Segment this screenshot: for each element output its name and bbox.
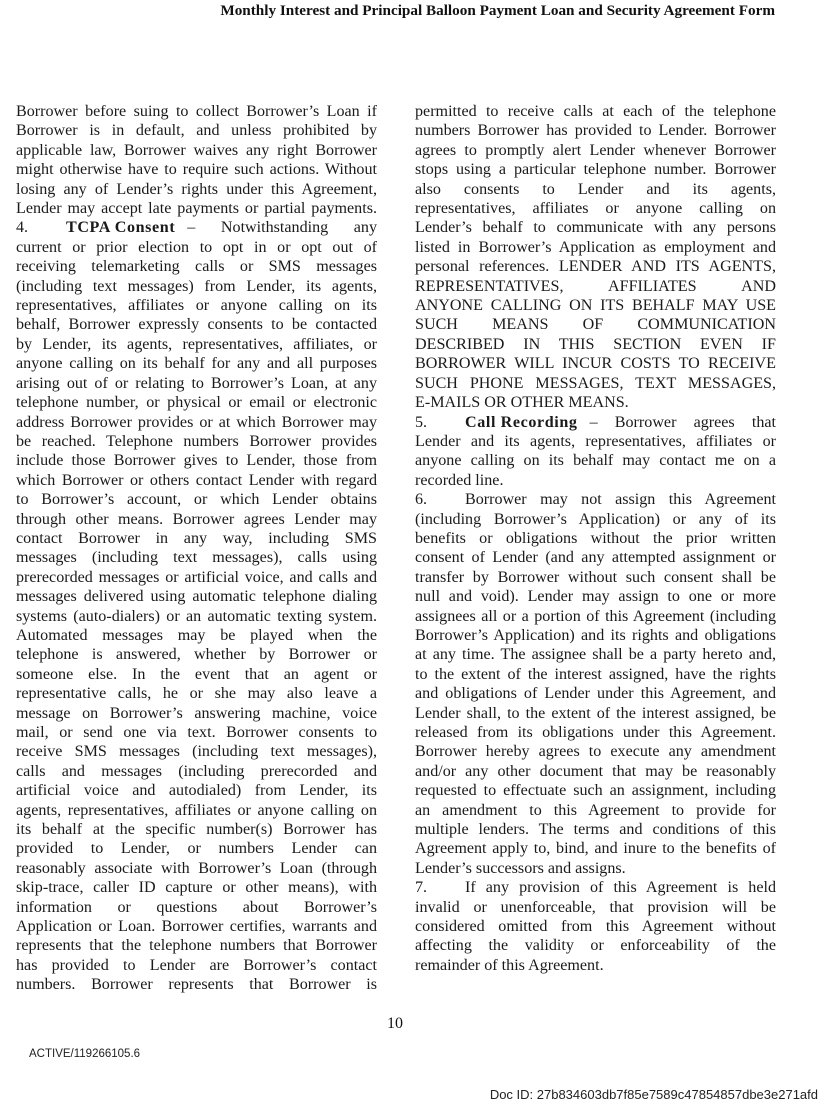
- text-line: by Lender, its agents, representatives, affiliates, or: [16, 335, 377, 353]
- text-line: agents, representatives, affiliates or anyone calling on: [16, 801, 377, 819]
- section-number: 6.: [415, 491, 428, 509]
- text-line: (including text messages) from Lender, its agents,: [16, 277, 377, 295]
- section-number: 4.: [16, 219, 29, 237]
- text-line: applicable law, Borrower waives any right Borrower: [16, 141, 377, 159]
- text-line: and obligations of Lender under this Agreement, and: [415, 685, 776, 703]
- text-line: consent of Lender (and any attempted assignment or: [415, 549, 776, 567]
- text-line: Borrower before suing to collect Borrower’s Loan if: [16, 103, 377, 120]
- text-line: also consents to Lender and its agents,: [415, 180, 776, 198]
- text-line: through other means. Borrower agrees Lender may: [16, 510, 377, 528]
- text-line: has provided to Lender are Borrower’s contact: [16, 956, 377, 974]
- text-line: SUCH PHONE MESSAGES, TEXT MESSAGES,: [415, 374, 776, 392]
- text-line: information or questions about Borrower’s: [16, 898, 377, 916]
- right-text-column: [415, 102, 776, 975]
- text-line: telephone is answered, whether by Borrower or: [16, 646, 377, 664]
- text-line: remainder of this Agreement.: [415, 956, 604, 974]
- text-line: requested to effectuate such an assignment, including: [415, 782, 776, 800]
- text-line: representative calls, he or she may also leave a: [16, 685, 377, 703]
- text-line: considered omitted from this Agreement without: [415, 918, 776, 936]
- text-line: Lender may accept late payments or partial payments.: [16, 200, 377, 218]
- text-line: messages delivered using automatic telephone dialing: [16, 588, 377, 606]
- text-line: DESCRIBED IN THIS SECTION EVEN IF: [415, 335, 776, 353]
- text-line: mail, or send one via text. Borrower consents to: [16, 724, 377, 741]
- text-line: representatives, affiliates or anyone calling on its: [16, 297, 377, 315]
- text-line: Borrower’s Application) and its rights and obligations: [415, 626, 776, 644]
- text-line: SUCH MEANS OF COMMUNICATION: [415, 316, 776, 334]
- page-number: 10: [387, 1015, 403, 1032]
- text-line: message on Borrower’s answering machine, voice: [16, 704, 377, 722]
- text-line: Borrower may not assign this Agreement: [465, 491, 776, 509]
- text-line: contact Borrower in any way, including SMS: [16, 529, 377, 547]
- text-line: E-MAILS OR OTHER MEANS.: [415, 394, 629, 412]
- text-line: listed in Borrower’s Application as employment and: [415, 238, 776, 256]
- text-line: calls and messages (including prerecorded and: [16, 762, 377, 780]
- text-line: benefits or obligations without the prior written: [415, 529, 776, 547]
- text-line: Lender shall, to the extent of the interest assigned, be: [415, 704, 776, 722]
- text-line: recorded line.: [415, 471, 504, 489]
- text-line: address Borrower provides or at which Borrower may: [16, 413, 377, 431]
- text-line: telephone number, or physical or email or electronic: [16, 394, 377, 412]
- text-line: and/or any other document that may be reasonably: [415, 762, 776, 780]
- text-line: to Borrower’s account, or which Lender obtains: [16, 491, 377, 509]
- text-line: stops using a particular telephone number. Borrower: [415, 161, 776, 179]
- text-line: numbers Borrower has provided to Lender. Borrower: [415, 122, 776, 140]
- text-line: Lender and its agents, representatives, affiliates or: [415, 432, 776, 450]
- text-line: – Notwithstanding any: [187, 219, 377, 237]
- text-line: (including Borrower’s Application) or any of its: [415, 510, 776, 528]
- section-7-first-line: [415, 878, 776, 897]
- text-line: an amendment to this Agreement to provide for: [415, 801, 776, 819]
- text-line: released from its obligations under this Agreement.: [415, 724, 776, 741]
- section-heading: Call Recording: [465, 413, 578, 431]
- text-line: include those Borrower gives to Lender, those from: [16, 452, 377, 470]
- left-text-column: [16, 102, 377, 995]
- text-line: ANYONE CALLING ON ITS BEHALF MAY USE: [415, 297, 776, 315]
- text-line: Lender’s successors and assigns.: [415, 859, 626, 877]
- text-line: messages (including text messages), calls using: [16, 549, 377, 567]
- section-heading: TCPA Consent: [66, 219, 176, 237]
- text-line: numbers. Borrower represents that Borrower is: [16, 976, 377, 994]
- page-header-title: Monthly Interest and Principal Balloon Payment Loan and Security Agreement Form: [220, 2, 775, 19]
- section-5-heading-line: [415, 413, 776, 432]
- text-line: agrees to promptly alert Lender whenever Borrower: [415, 141, 776, 159]
- text-line: current or prior election to opt in or opt out of: [16, 238, 377, 256]
- text-line: If any provision of this Agreement is held: [465, 879, 776, 897]
- text-line: provided to Lender, or numbers Lender can: [16, 840, 377, 858]
- text-line: REPRESENTATIVES, AFFILIATES AND: [415, 277, 776, 295]
- text-line: which Borrower or others contact Lender with regard: [16, 471, 377, 489]
- text-line: losing any of Lender’s rights under this Agreement,: [16, 180, 377, 198]
- text-line: BORROWER WILL INCUR COSTS TO RECEIVE: [415, 355, 776, 373]
- text-line: artificial voice and autodialed) from Lender, its: [16, 782, 377, 800]
- text-line: – Borrower agrees that: [589, 413, 776, 431]
- text-line: Borrower hereby agrees to execute any amendment: [415, 743, 776, 761]
- text-line: invalid or unenforceable, that provision will be: [415, 898, 776, 916]
- document-active-id: ACTIVE/119266105.6: [29, 1048, 141, 1060]
- text-line: receiving telemarketing calls or SMS messages: [16, 258, 377, 276]
- text-line: assignees all or a portion of this Agreement (including: [415, 607, 776, 625]
- text-line: its behalf at the specific number(s) Borrower has: [16, 821, 377, 839]
- text-line: representatives, affiliates or anyone calling on: [415, 200, 776, 218]
- text-line: anyone calling on its behalf for any and all purposes: [16, 355, 377, 373]
- text-line: transfer by Borrower without such consent shall be: [415, 568, 776, 586]
- text-line: personal references. LENDER AND ITS AGENTS,: [415, 258, 776, 276]
- text-line: Automated messages may be played when the: [16, 626, 377, 644]
- text-line: Borrower is in default, and unless prohibited by: [16, 122, 377, 140]
- document-id: Doc ID: 27b834603db7f85e7589c47854857dbe3e271afd: [489, 1087, 818, 1102]
- text-line: reasonably associate with Borrower’s Loan (through: [16, 859, 377, 877]
- text-line: skip-trace, caller ID capture or other means), with: [16, 879, 377, 897]
- text-line: permitted to receive calls at each of the telephone: [415, 103, 776, 120]
- text-line: prerecorded messages or artificial voice, and calls and: [16, 568, 377, 586]
- text-line: Application or Loan. Borrower certifies, warrants and: [16, 918, 377, 936]
- text-line: affecting the validity or enforceability of the: [415, 937, 776, 955]
- text-line: Agreement apply to, bind, and inure to the benefits of: [415, 840, 776, 858]
- text-line: anyone calling on its behalf may contact me on a: [415, 452, 776, 470]
- text-line: might otherwise have to require such actions. Without: [16, 161, 377, 179]
- text-line: receive SMS messages (including text messages),: [16, 743, 377, 761]
- text-line: systems (auto-dialers) or an automatic texting system.: [16, 607, 377, 625]
- text-line: arising out of or relating to Borrower’s Loan, at any: [16, 374, 377, 392]
- section-number: 5.: [415, 413, 428, 431]
- text-line: behalf, Borrower expressly consents to be contacted: [16, 316, 377, 334]
- text-line: multiple lenders. The terms and conditions of this: [415, 821, 776, 839]
- text-line: to the extent of the interest assigned, have the rights: [415, 665, 776, 683]
- text-line: at any time. The assignee shall be a party hereto and,: [415, 646, 776, 664]
- text-line: be reached. Telephone numbers Borrower provides: [16, 432, 377, 450]
- section-6-first-line: [415, 490, 776, 509]
- text-line: Lender’s behalf to communicate with any persons: [415, 219, 776, 237]
- section-4-heading-line: [16, 218, 377, 237]
- text-line: someone else. In the event that an agent or: [16, 665, 377, 683]
- section-number: 7.: [415, 879, 428, 897]
- text-line: represents that the telephone numbers that Borrower: [16, 937, 377, 955]
- text-line: null and void). Lender may assign to one or more: [415, 588, 776, 606]
